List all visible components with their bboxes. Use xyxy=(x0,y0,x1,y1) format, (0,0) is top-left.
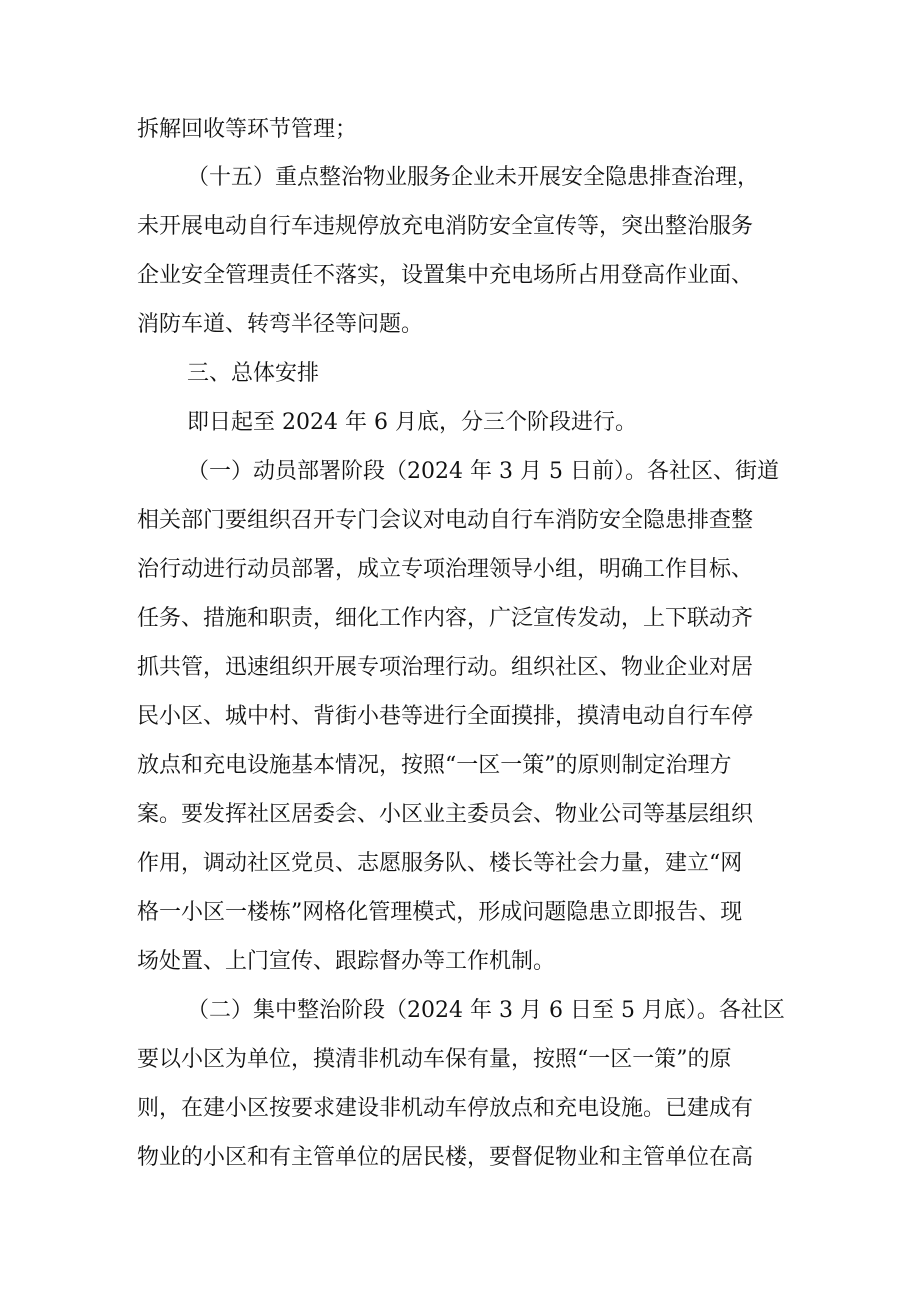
text-line: 作用，调动社区党员、志愿服务队、楼长等社会力量，建立“网 xyxy=(137,851,743,876)
paragraph-start: （二）集中整治阶段（2024 年 3 月 6 日至 5 月底）。各社区 xyxy=(187,998,785,1023)
text-line: 治行动进行动员部署，成立专项治理领导小组，明确工作目标、 xyxy=(137,557,754,582)
text-line: 企业安全管理责任不落实，设置集中充电场所占用登高作业面、 xyxy=(137,263,754,288)
section-heading: 三、总体安排 xyxy=(187,361,320,386)
paragraph-start: （十五）重点整治物业服务企业未开展安全隐患排查治理， xyxy=(187,165,760,190)
text-line: 未开展电动自行车违规停放充电消防安全宣传等，突出整治服务 xyxy=(137,214,754,239)
text-line: 案。要发挥社区居委会、小区业主委员会、物业公司等基层组织 xyxy=(137,802,754,827)
text-line: 格一小区一楼栋”网格化管理模式，形成问题隐患立即报告、现 xyxy=(137,900,743,925)
text-line: 相关部门要组织召开专门会议对电动自行车消防安全隐患排查整 xyxy=(137,508,754,533)
text-line: 消防车道、转弯半径等问题。 xyxy=(137,312,424,337)
text-line: 拆解回收等环节管理； xyxy=(137,117,358,142)
text-line: 放点和充电设施基本情况，按照“一区一策”的原则制定治理方 xyxy=(137,753,732,778)
text-line: 抓共管，迅速组织开展专项治理行动。组织社区、物业企业对居 xyxy=(137,655,754,680)
text-line: 物业的小区和有主管单位的居民楼，要督促物业和主管单位在高 xyxy=(137,1145,754,1170)
text-line: 场处置、上门宣传、跟踪督办等工作机制。 xyxy=(137,949,556,974)
text-line: 则，在建小区按要求建设非机动车停放点和充电设施。已建成有 xyxy=(137,1096,754,1121)
paragraph-start: 即日起至 2024 年 6 月底，分三个阶段进行。 xyxy=(187,410,637,435)
text-line: 任务、措施和职责，细化工作内容，广泛宣传发动，上下联动齐 xyxy=(137,606,754,631)
paragraph-start: （一）动员部署阶段（2024 年 3 月 5 日前）。各社区、街道 xyxy=(187,459,779,484)
text-line: 民小区、城中村、背街小巷等进行全面摸排，摸清电动自行车停 xyxy=(137,704,754,729)
text-line: 要以小区为单位，摸清非机动车保有量，按照“一区一策”的原 xyxy=(137,1047,732,1072)
